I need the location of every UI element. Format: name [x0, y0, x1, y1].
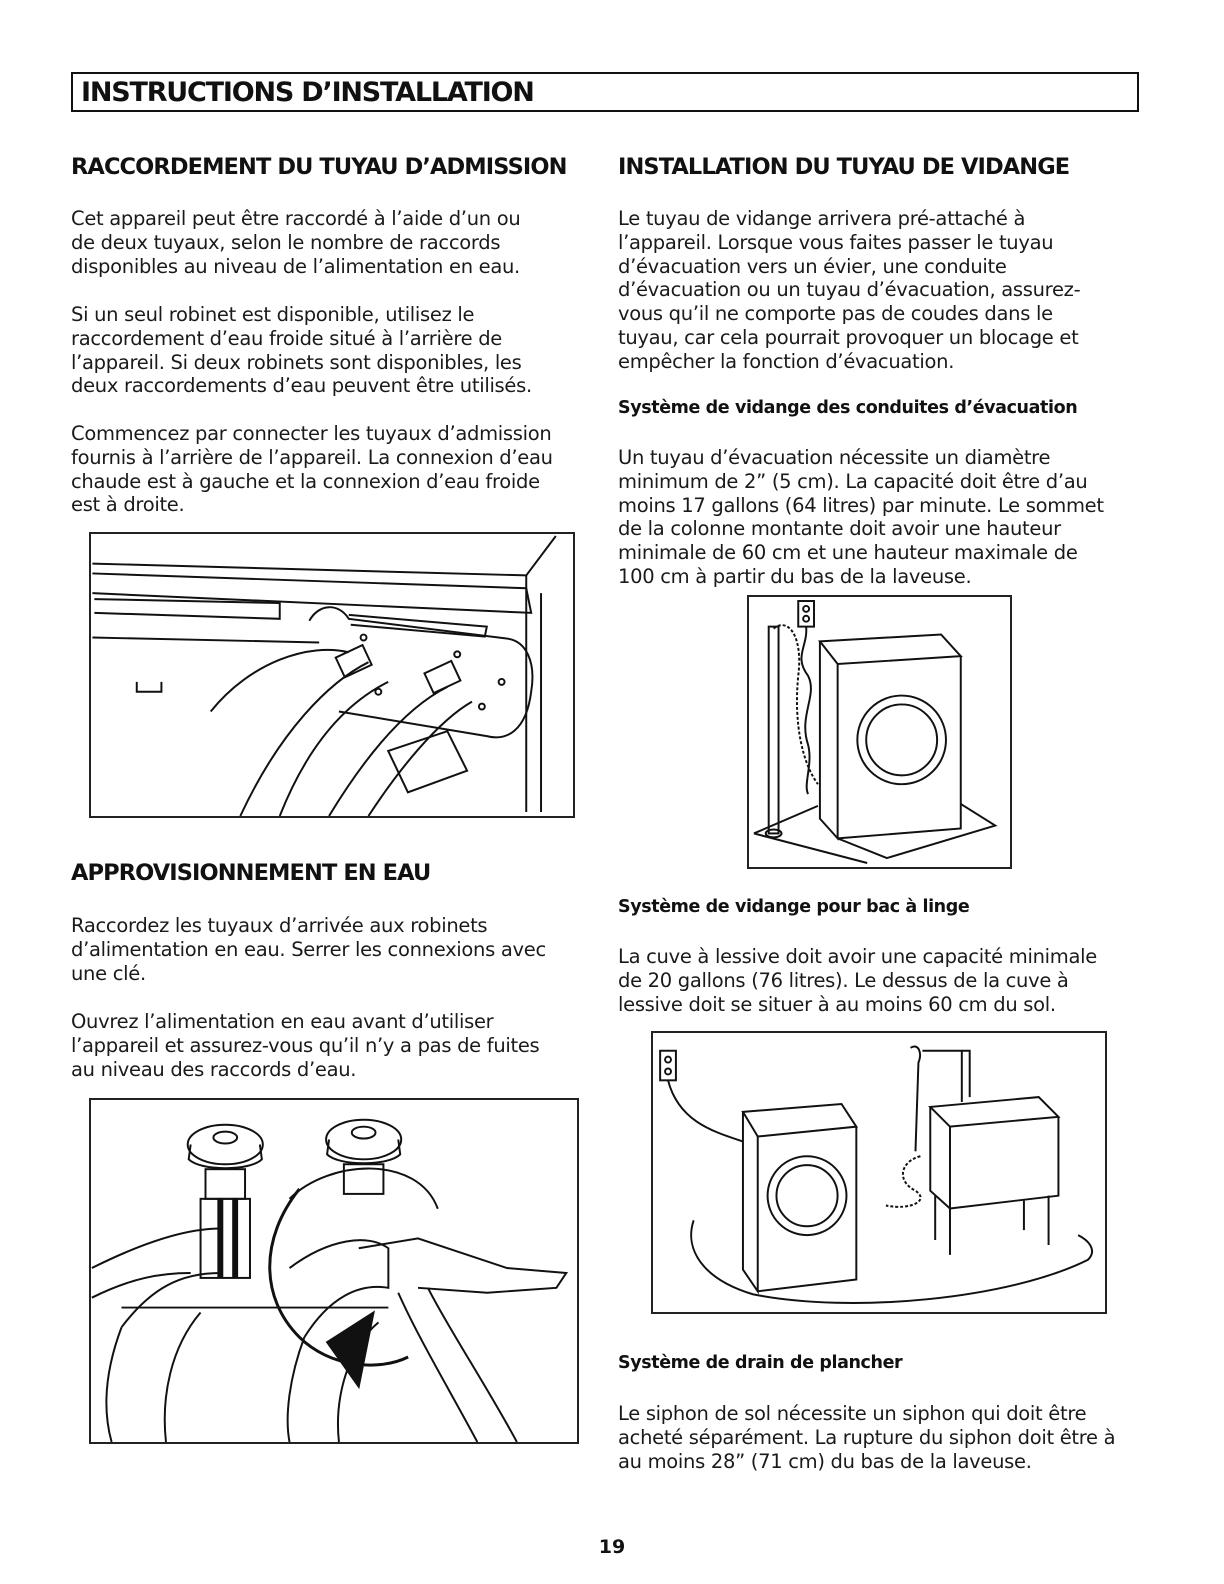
page-header-box [71, 72, 1139, 112]
text-line: fournis à l’arrière de l’appareil. La connexion d’eau [71, 445, 553, 469]
supply-heading: APPROVISIONNEMENT EN EAU [71, 860, 431, 886]
text-line: une clé. [71, 961, 146, 985]
laundry-tub-paragraph [618, 945, 1097, 1016]
standpipe-illustration [747, 595, 1012, 869]
text-line: d’évacuation vers un évier, une conduite [618, 254, 1007, 278]
text-line: Cet appareil peut être raccordé à l’aide d’un ou [71, 207, 521, 230]
faucet-wrench-drawing [91, 1100, 577, 1442]
floor-drain-heading: Système de drain de plancher [618, 1353, 903, 1373]
text-line: Un tuyau d’évacuation nécessite un diamètre [618, 446, 1051, 469]
inlet-hose-illustration [89, 532, 575, 818]
text-line: de 20 gallons (76 litres). Le dessus de la cuve à [618, 968, 1069, 992]
standpipe-heading: Système de vidange des conduites d’évacuation [618, 398, 1078, 418]
text-line: Le siphon de sol nécessite un siphon qui doit être [618, 1402, 1087, 1425]
supply-paragraph-2 [71, 1010, 539, 1081]
text-line: acheté séparément. La rupture du siphon doit être à [618, 1425, 1116, 1449]
text-line: au moins 28” (71 cm) du bas de la laveuse. [618, 1449, 1032, 1473]
text-line: d’alimentation en eau. Serrer les connexions avec [71, 937, 546, 961]
text-line: Le tuyau de vidange arrivera pré-attaché à [618, 207, 1026, 230]
standpipe-drawing [749, 597, 1010, 867]
faucet-wrench-illustration [89, 1098, 579, 1444]
laundry-tub-drawing [653, 1033, 1105, 1312]
text-line: Si un seul robinet est disponible, utilisez le [71, 303, 475, 326]
supply-paragraph-1 [71, 914, 546, 985]
text-line: raccordement d’eau froide situé à l’arrière de [71, 326, 502, 350]
text-line: de la colonne montante doit avoir une hauteur [618, 517, 1061, 541]
text-line: l’appareil. Lorsque vous faites passer le tuyau [618, 230, 1054, 254]
text-line: tuyau, car cela pourrait provoquer un blocage et [618, 325, 1079, 349]
text-line: moins 17 gallons (64 litres) par minute. Le sommet [618, 493, 1104, 517]
text-line: deux raccordements d’eau peuvent être utilisés. [71, 374, 532, 398]
text-line: chaude est à gauche et la connexion d’eau froide [71, 469, 540, 493]
text-line: vous qu’il ne comporte pas de coudes dans le [618, 302, 1053, 326]
drain-heading: INSTALLATION DU TUYAU DE VIDANGE [618, 154, 1070, 180]
floor-drain-paragraph [618, 1402, 1115, 1473]
text-line: La cuve à lessive doit avoir une capacité minimale [618, 945, 1097, 968]
text-line: de deux tuyaux, selon le nombre de raccords [71, 230, 501, 254]
text-line: au niveau des raccords d’eau. [71, 1057, 357, 1081]
inlet-paragraph-1 [71, 207, 520, 278]
inlet-heading: RACCORDEMENT DU TUYAU D’ADMISSION [71, 154, 567, 180]
inlet-paragraph-2 [71, 303, 532, 398]
page-title: INSTRUCTIONS D’INSTALLATION [81, 77, 534, 108]
text-line: lessive doit se situer à au moins 60 cm du sol. [618, 992, 1056, 1016]
text-line: 100 cm à partir du bas de la laveuse. [618, 564, 972, 588]
text-line: disponibles au niveau de l’alimentation en eau. [71, 254, 520, 278]
text-line: d’évacuation ou un tuyau d’évacuation, assurez- [618, 278, 1081, 302]
drain-paragraph-1 [618, 207, 1080, 374]
inlet-hose-drawing [91, 534, 573, 816]
laundry-tub-heading: Système de vidange pour bac à linge [618, 897, 970, 917]
page-number: 19 [598, 1536, 626, 1558]
text-line: minimum de 2” (5 cm). La capacité doit être d’au [618, 469, 1088, 493]
laundry-tub-illustration [651, 1031, 1107, 1314]
text-line: minimale de 60 cm et une hauteur maximale de [618, 541, 1078, 565]
text-line: l’appareil et assurez-vous qu’il n’y a pas de fuites [71, 1033, 540, 1057]
text-line: Raccordez les tuyaux d’arrivée aux robinets [71, 914, 488, 937]
standpipe-paragraph [618, 446, 1104, 589]
text-line: empêcher la fonction d’évacuation. [618, 349, 955, 373]
text-line: est à droite. [71, 493, 185, 517]
inlet-paragraph-3 [71, 422, 553, 517]
text-line: l’appareil. Si deux robinets sont disponibles, les [71, 350, 522, 374]
text-line: Commencez par connecter les tuyaux d’admission [71, 422, 552, 445]
text-line: Ouvrez l’alimentation en eau avant d’utiliser [71, 1010, 494, 1033]
